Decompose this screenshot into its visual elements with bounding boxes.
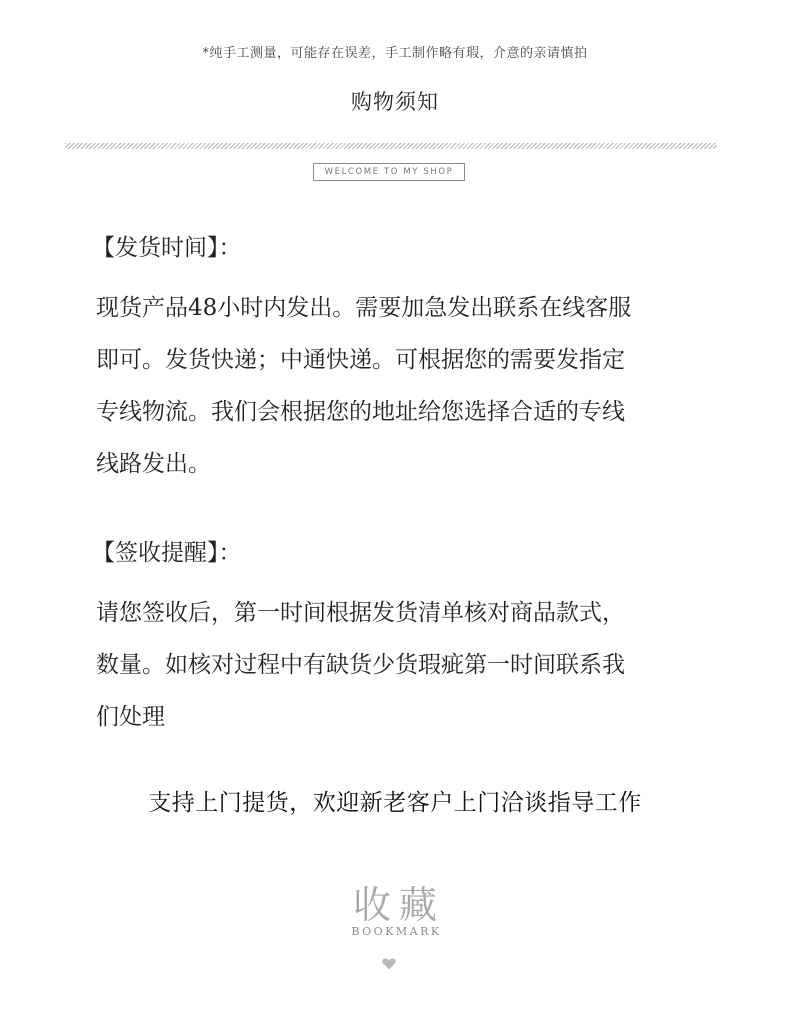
page-title: 购物须知 xyxy=(351,90,439,114)
section-heading: 【发货时间】： xyxy=(92,235,242,261)
shipping-time-section xyxy=(92,230,716,490)
body-line: 们处理 xyxy=(96,704,165,730)
welcome-badge: WELCOME TO MY SHOP xyxy=(313,163,465,181)
pickup-note: 支持上门提货，欢迎新老客户上门洽谈指导工作 xyxy=(148,790,642,816)
body-line: 即可。发货快递；中通快递。可根据您的需要发指定 xyxy=(96,347,625,373)
body-line: 线路发出。 xyxy=(96,451,211,477)
body-line: 现货产品48小时内发出。需要加急发出联系在线客服 xyxy=(96,295,632,321)
section-body xyxy=(96,282,716,490)
shipping-notice: *纯手工测量，可能存在误差，手工制作略有瑕，介意的亲请慎拍 xyxy=(202,46,588,61)
body-line: 专线物流。我们会根据您的地址给您选择合适的专线 xyxy=(96,399,625,425)
section-body xyxy=(96,587,716,743)
section-heading: 【签收提醒】： xyxy=(92,540,242,566)
heart-shape xyxy=(382,958,395,969)
receipt-reminder-section xyxy=(92,535,716,743)
heart-icon[interactable] xyxy=(382,958,396,970)
body-line: 数量。如核对过程中有缺货少货瑕疵第一时间联系我 xyxy=(96,652,625,678)
bookmark-label-en[interactable]: BOOKMARK xyxy=(351,925,442,938)
bookmark-label-cn[interactable]: 收藏 xyxy=(352,883,445,927)
body-line: 请您签收后，第一时间根据发货清单核对商品款式， xyxy=(96,600,625,626)
divider-hatch xyxy=(65,143,717,149)
